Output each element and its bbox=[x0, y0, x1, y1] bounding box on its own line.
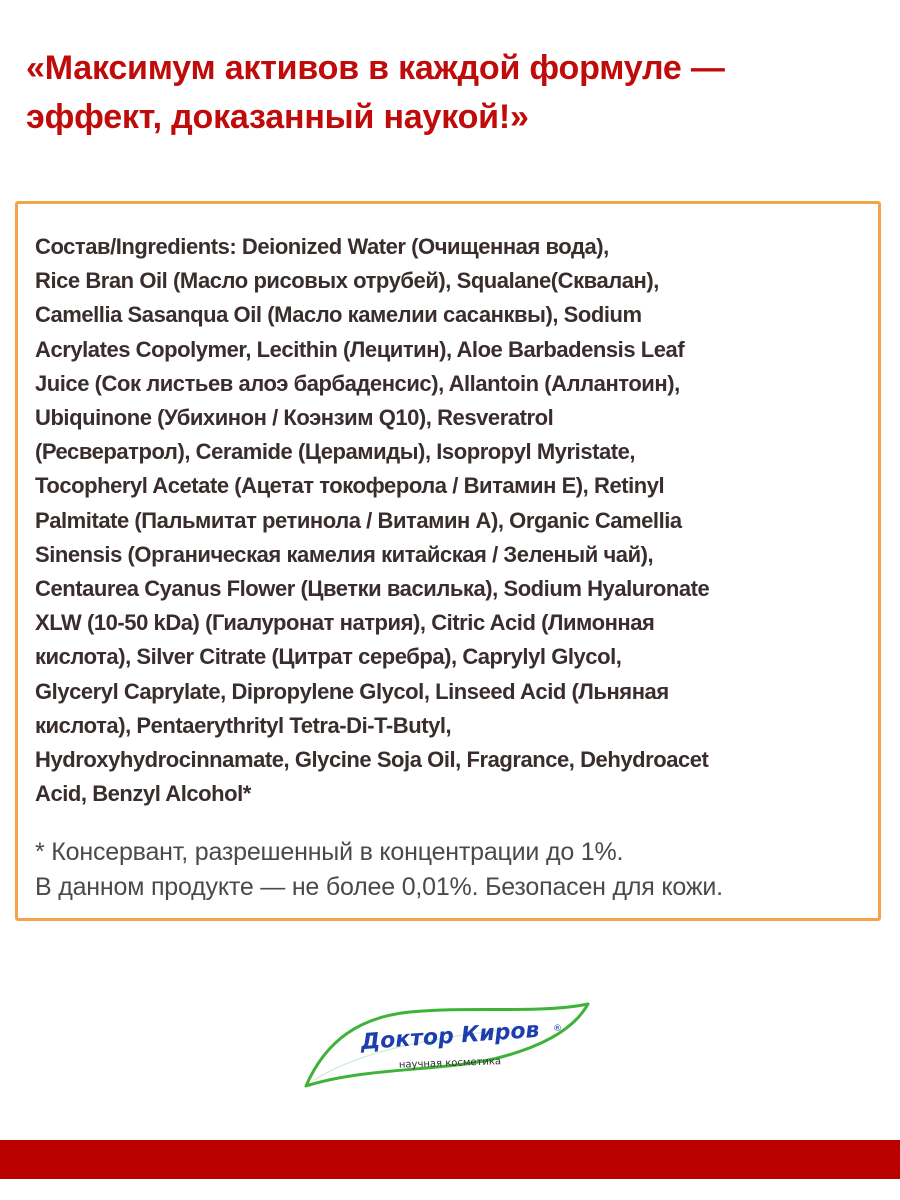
footer-bar bbox=[0, 1140, 900, 1179]
ingredients-line: Juice (Сок листьев алоэ барбаденсис), Allantoin (Аллантоин), bbox=[35, 370, 680, 396]
ingredients-line: Ubiquinone (Убихинон / Коэнзим Q10), Resveratrol bbox=[35, 405, 554, 431]
ingredients-line: Centaurea Cyanus Flower (Цветки василька), Sodium Hyaluronate bbox=[35, 576, 710, 602]
ingredients-line: Acid, Benzyl Alcohol* bbox=[35, 781, 251, 807]
ingredients-line: Состав/Ingredients: Deionized Water (Очищенная вода), bbox=[35, 234, 609, 259]
headline-line-2: эффект, доказанный наукой!» bbox=[26, 98, 529, 136]
headline-line-1: «Максимум активов в каждой формуле — bbox=[26, 49, 725, 87]
ingredients-line: Hydroxyhydrocinnamate, Glycine Soja Oil, Fragrance, Dehydroacet bbox=[35, 747, 709, 773]
logo-name: Доктор Киров bbox=[359, 1017, 541, 1056]
ingredients-line: Glyceryl Caprylate, Dipropylene Glycol, Linseed Acid (Льняная bbox=[35, 678, 669, 704]
footnote-line-2: В данном продукте — не более 0,01%. Безопасен для кожи. bbox=[35, 873, 723, 901]
brand-logo bbox=[300, 1000, 590, 1092]
ingredients-box bbox=[15, 201, 881, 921]
ingredients-list bbox=[35, 230, 875, 811]
logo-tagline: научная косметика bbox=[398, 1056, 502, 1071]
ingredients-line: XLW (10-50 kDa) (Гиалуронат натрия), Citric Acid (Лимонная bbox=[35, 610, 655, 636]
ingredients-line: Palmitate (Пальмитат ретинола / Витамин А), Organic Camellia bbox=[35, 507, 682, 533]
ingredients-line: (Ресвератрол), Ceramide (Церамиды), Isopropyl Myristate, bbox=[35, 439, 636, 465]
ingredients-line: Tocopheryl Acetate (Ацетат токоферола / Витамин Е), Retinyl bbox=[35, 473, 665, 499]
preservative-footnote bbox=[35, 835, 875, 905]
headline bbox=[26, 44, 876, 142]
registered-mark: ® bbox=[553, 1024, 562, 1034]
footnote-line-1: * Консервант, разрешенный в концентрации до 1%. bbox=[35, 838, 624, 866]
ingredients-line: Rice Bran Oil (Масло рисовых отрубей), Squalane(Сквалан), bbox=[35, 268, 659, 294]
ingredients-line: Acrylates Copolymer, Lecithin (Лецитин), Aloe Barbadensis Leaf bbox=[35, 336, 685, 362]
ingredients-line: Sinensis (Органическая камелия китайская / Зеленый чай), bbox=[35, 541, 654, 567]
ingredients-line: кислота), Pentaerythrityl Tetra-Di-T-Butyl, bbox=[35, 712, 452, 738]
ingredients-line: Camellia Sasanqua Oil (Масло камелии сасанквы), Sodium bbox=[35, 302, 642, 328]
ingredients-line: кислота), Silver Citrate (Цитрат серебра), Caprylyl Glycol, bbox=[35, 644, 622, 670]
